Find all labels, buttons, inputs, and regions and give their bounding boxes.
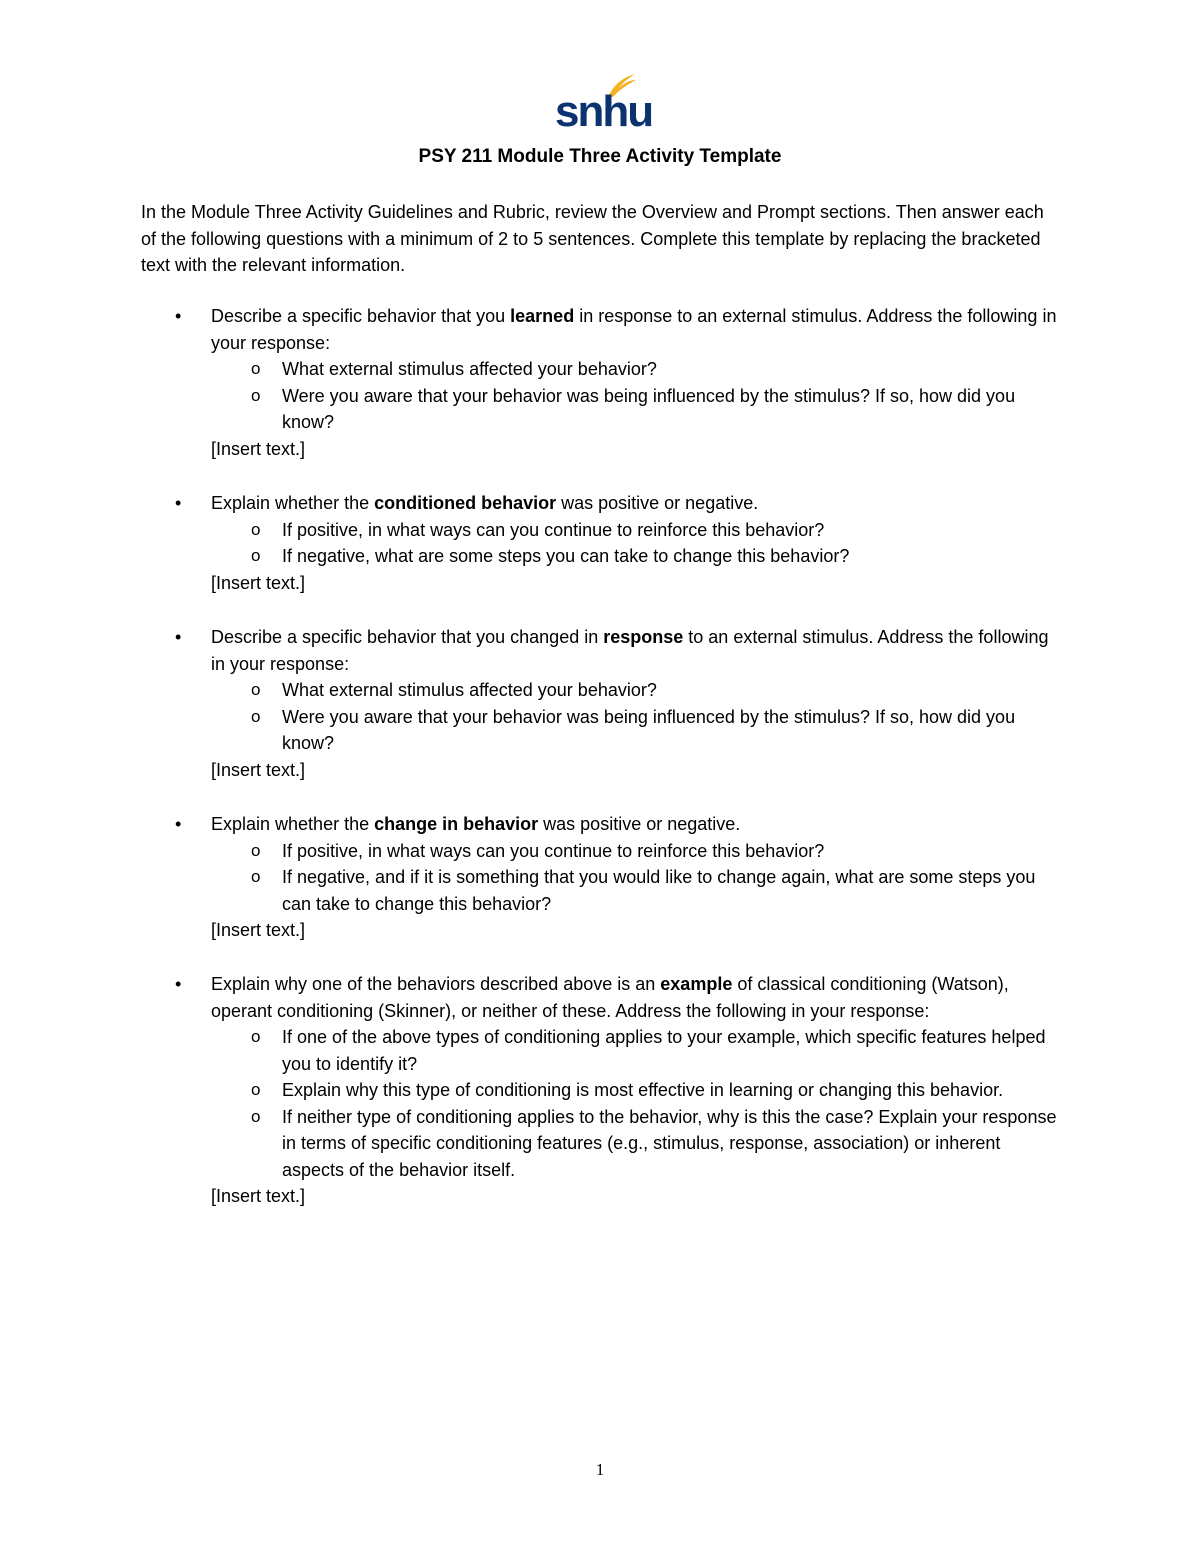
intro-paragraph: In the Module Three Activity Guidelines and Rubric, review the Overview and Prompt sections. Then answer each of the following questions with a minimum of 2 to 5 sentences. Complete this template by replacing the bracketed text with the relevant information. bbox=[141, 202, 1044, 275]
sub-item: o If positive, in what ways can you continue to reinforce this behavior? bbox=[282, 838, 1061, 865]
bullet-marker: • bbox=[175, 974, 182, 994]
bullet-marker: • bbox=[175, 306, 182, 326]
sub-item: o Were you aware that your behavior was being influenced by the stimulus? If so, how did you know? bbox=[282, 704, 1061, 757]
sub-item: o If positive, in what ways can you continue to reinforce this behavior? bbox=[282, 517, 1061, 544]
section-1 bbox=[141, 303, 1061, 462]
insert-text-placeholder[interactable]: [Insert text.] bbox=[211, 759, 306, 780]
sub-item: o If one of the above types of conditioning applies to your example, which specific features helped you to identify it? bbox=[282, 1024, 1061, 1077]
logo-text: snhu bbox=[555, 87, 653, 136]
section-5 bbox=[141, 971, 1061, 1210]
sub-item: o If negative, what are some steps you can take to change this behavior? bbox=[282, 543, 1061, 570]
sub-marker: o bbox=[251, 840, 261, 860]
section-3 bbox=[141, 624, 1061, 783]
sub-item: o If negative, and if it is something that you would like to change again, what are some steps you can take to change this behavior? bbox=[282, 864, 1061, 917]
sub-marker: o bbox=[251, 1027, 261, 1046]
section-2 bbox=[141, 490, 1061, 596]
sub-marker: o bbox=[251, 519, 261, 539]
insert-text-placeholder[interactable]: [Insert text.] bbox=[211, 572, 306, 593]
page-number: 1 bbox=[595, 1460, 605, 1479]
section-prompt: Describe a specific behavior that you changed in response to an external stimulus. Address the following in your response: bbox=[211, 627, 1049, 674]
page-title: PSY 211 Module Three Activity Template bbox=[418, 146, 782, 167]
bullet-marker: • bbox=[175, 814, 182, 834]
sub-marker: o bbox=[251, 706, 261, 726]
bullet-marker: • bbox=[175, 627, 182, 647]
section-prompt: Describe a specific behavior that you learned in response to an external stimulus. Address the following in your response: bbox=[211, 306, 1057, 353]
sub-item: o What external stimulus affected your behavior? bbox=[282, 677, 1061, 704]
insert-text-placeholder[interactable]: [Insert text.] bbox=[211, 1186, 306, 1206]
bullet-marker: • bbox=[175, 493, 182, 513]
section-4 bbox=[141, 811, 1061, 944]
sub-marker: o bbox=[251, 1080, 261, 1099]
sub-marker: o bbox=[251, 546, 261, 565]
snhu-logo bbox=[555, 72, 653, 136]
sub-marker: o bbox=[251, 359, 261, 378]
sub-marker: o bbox=[251, 385, 261, 405]
section-prompt: Explain whether the conditioned behavior was positive or negative. bbox=[211, 493, 759, 513]
sub-item: o Were you aware that your behavior was being influenced by the stimulus? If so, how did you know? bbox=[282, 383, 1061, 436]
sub-item: o What external stimulus affected your behavior? bbox=[282, 356, 1061, 383]
sub-marker: o bbox=[251, 867, 261, 886]
sub-item: o If neither type of conditioning applies to the behavior, why is this the case? Explain your response in terms of specific conditioning features (e.g., stimulus, response, association) or inherent aspects of the behavior itself. bbox=[282, 1104, 1061, 1184]
sub-marker: o bbox=[251, 1106, 261, 1126]
section-prompt: Explain why one of the behaviors described above is an example of classical conditioning (Watson), operant conditioning (Skinner), or neither of these. Address the following in your response: bbox=[211, 974, 1009, 1021]
insert-text-placeholder[interactable]: [Insert text.] bbox=[211, 920, 306, 940]
sub-item: o Explain why this type of conditioning is most effective in learning or changing this behavior. bbox=[282, 1077, 1061, 1104]
insert-text-placeholder[interactable]: [Insert text.] bbox=[211, 438, 306, 459]
sub-marker: o bbox=[251, 680, 261, 699]
section-prompt: Explain whether the change in behavior was positive or negative. bbox=[211, 814, 741, 834]
